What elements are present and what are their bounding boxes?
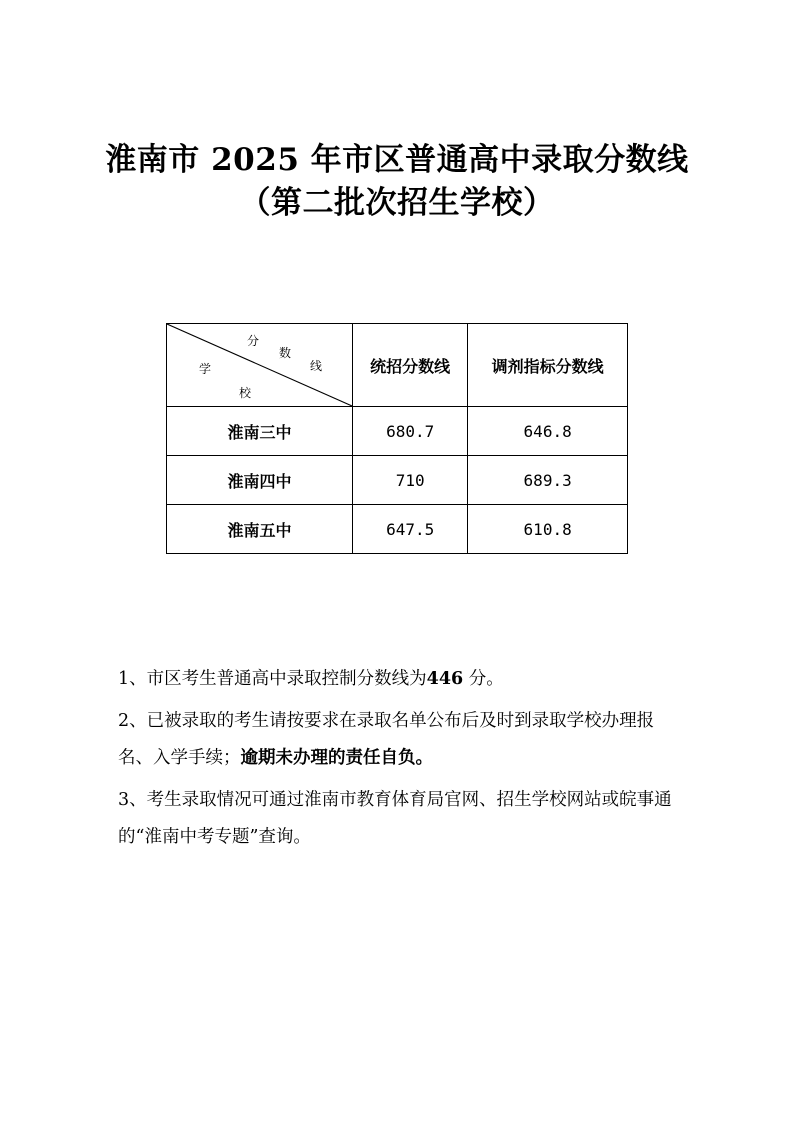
note-bold-warning: 逾期未办理的责任自负。 <box>240 748 433 768</box>
note-text: 分。 <box>468 669 504 689</box>
corner-school-char: 学 <box>199 362 212 376</box>
header-unified-score: 统招分数线 <box>353 324 468 407</box>
unified-score: 680.7 <box>353 407 468 456</box>
note-bold-score: 446 <box>426 669 464 689</box>
notes-section <box>118 661 688 861</box>
adjusted-score: 610.8 <box>468 505 628 554</box>
header-adjusted-score: 调剂指标分数线 <box>468 324 628 407</box>
unified-score: 647.5 <box>353 505 468 554</box>
note-text: 2、已被录取的考生请按要求在录取名单公布后及时到录取学校办理报名、入学手续； <box>118 711 655 768</box>
table-row <box>167 505 628 554</box>
corner-school-char: 校 <box>239 386 252 400</box>
unified-score: 710 <box>353 456 468 505</box>
table-header-row <box>167 324 628 407</box>
document-title: 淮南市 2025 年市区普通高中录取分数线 <box>105 142 689 178</box>
table-row <box>167 407 628 456</box>
note-item <box>118 782 688 856</box>
diagonal-line <box>167 324 352 406</box>
diagonal-corner-cell <box>167 324 353 407</box>
note-text: 1、市区考生普通高中录取控制分数线为 <box>118 669 427 689</box>
adjusted-score: 646.8 <box>468 407 628 456</box>
school-name: 淮南四中 <box>167 456 353 505</box>
school-name: 淮南三中 <box>167 407 353 456</box>
note-item <box>118 661 688 698</box>
document-subtitle: （第二批次招生学校） <box>239 185 555 221</box>
note-item <box>118 703 688 777</box>
score-table <box>166 323 628 554</box>
corner-score-char: 线 <box>310 359 323 373</box>
corner-score-char: 数 <box>279 346 292 360</box>
adjusted-score: 689.3 <box>468 456 628 505</box>
note-text: 3、考生录取情况可通过淮南市教育体育局官网、招生学校网站或皖事通的“淮南中考专题”查询。 <box>118 790 672 847</box>
corner-score-char: 分 <box>247 334 260 348</box>
school-name: 淮南五中 <box>167 505 353 554</box>
table-row <box>167 456 628 505</box>
